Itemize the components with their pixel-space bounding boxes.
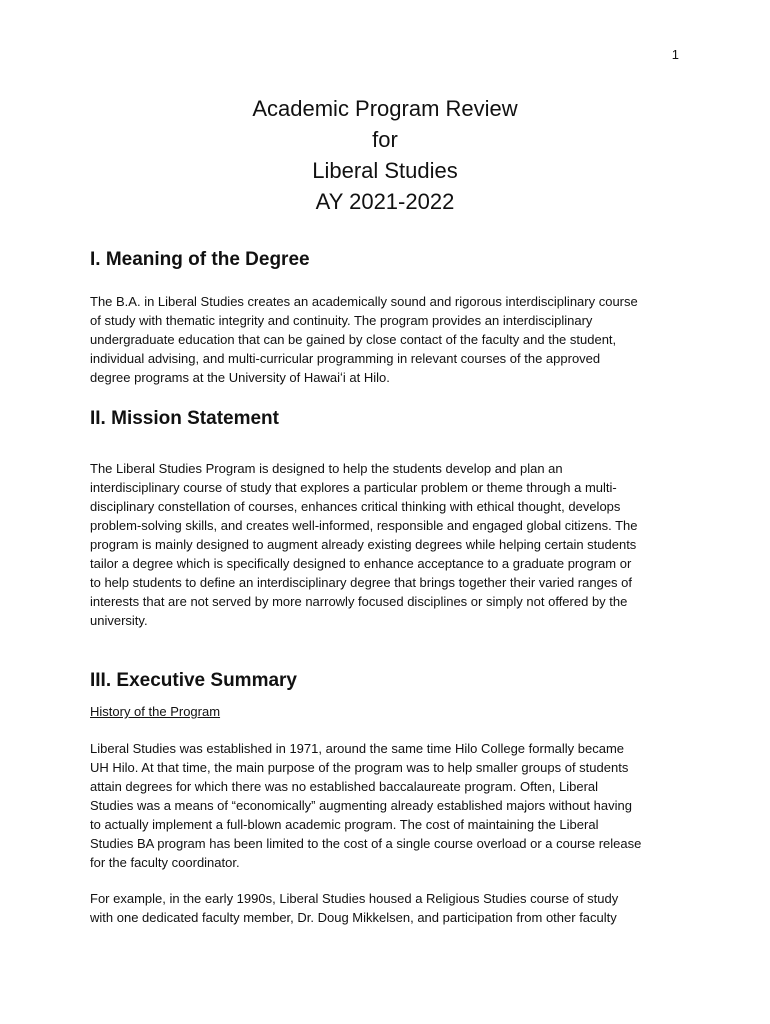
text-line: Studies BA program has been limited to the cost of a single course overload or a course release <box>90 836 642 851</box>
text-line: Liberal Studies was established in 1971, around the same time Hilo College formally became <box>90 741 625 756</box>
paragraph-meaning-of-degree <box>90 292 688 387</box>
text-line: individual advising, and multi-curricular programming in relevant courses of the approved <box>90 351 601 366</box>
text-line: with one dedicated faculty member, Dr. Doug Mikkelsen, and participation from other faculty <box>90 910 617 925</box>
section-heading-meaning-of-degree: I. Meaning of the Degree <box>90 249 310 270</box>
text-line: UH Hilo. At that time, the main purpose of the program was to help smaller groups of students <box>90 760 629 775</box>
text-line: to help students to define an interdisciplinary degree that brings together their varied ranges of <box>90 575 633 590</box>
document-title <box>0 93 770 217</box>
text-line: undergraduate education that can be gained by close contact of the faculty and the student, <box>90 332 617 347</box>
title-line-4: AY 2021-2022 <box>315 189 455 214</box>
text-line: attain degrees for which there was no established baccalaureate program. Often, Liberal <box>90 779 599 794</box>
text-line: tailor a degree which is specifically designed to enhance acceptance to a graduate program or <box>90 556 632 571</box>
text-line: interdisciplinary course of study that explores a particular problem or theme through a multi- <box>90 480 617 495</box>
title-line-1: Academic Program Review <box>252 96 518 121</box>
text-line: interests that are not served by more narrowly focused disciplines or simply not offered by the <box>90 594 628 609</box>
text-line: The B.A. in Liberal Studies creates an academically sound and rigorous interdisciplinary course <box>90 294 638 309</box>
paragraph-history-2 <box>90 889 688 927</box>
section-heading-mission-statement: II. Mission Statement <box>90 408 279 429</box>
page-number: 1 <box>671 47 679 62</box>
text-line: of study with thematic integrity and continuity. The program provides an interdisciplinary <box>90 313 593 328</box>
title-line-3: Liberal Studies <box>312 158 458 183</box>
text-line: program is mainly designed to augment already existing degrees while helping certain students <box>90 537 637 552</box>
text-line: degree programs at the University of Hawaiʻi at Hilo. <box>90 370 390 385</box>
paragraph-mission-statement <box>90 459 688 630</box>
text-line: for the faculty coordinator. <box>90 855 240 870</box>
paragraph-history-1 <box>90 739 688 872</box>
title-line-2: for <box>372 127 398 152</box>
text-line: disciplinary constellation of courses, enhances critical thinking with ethical thought, develops <box>90 499 621 514</box>
text-line: to actually implement a full-blown academic program. The cost of maintaining the Liberal <box>90 817 599 832</box>
text-line: university. <box>90 613 148 628</box>
text-line: The Liberal Studies Program is designed to help the students develop and plan an <box>90 461 563 476</box>
text-line: Studies was a means of “economically” augmenting already established majors without having <box>90 798 632 813</box>
subheading-history-of-program: History of the Program <box>90 704 221 719</box>
text-line: problem-solving skills, and creates well-informed, responsible and engaged global citizens. The <box>90 518 638 533</box>
section-heading-executive-summary: III. Executive Summary <box>90 670 297 691</box>
text-line: For example, in the early 1990s, Liberal Studies housed a Religious Studies course of study <box>90 891 619 906</box>
